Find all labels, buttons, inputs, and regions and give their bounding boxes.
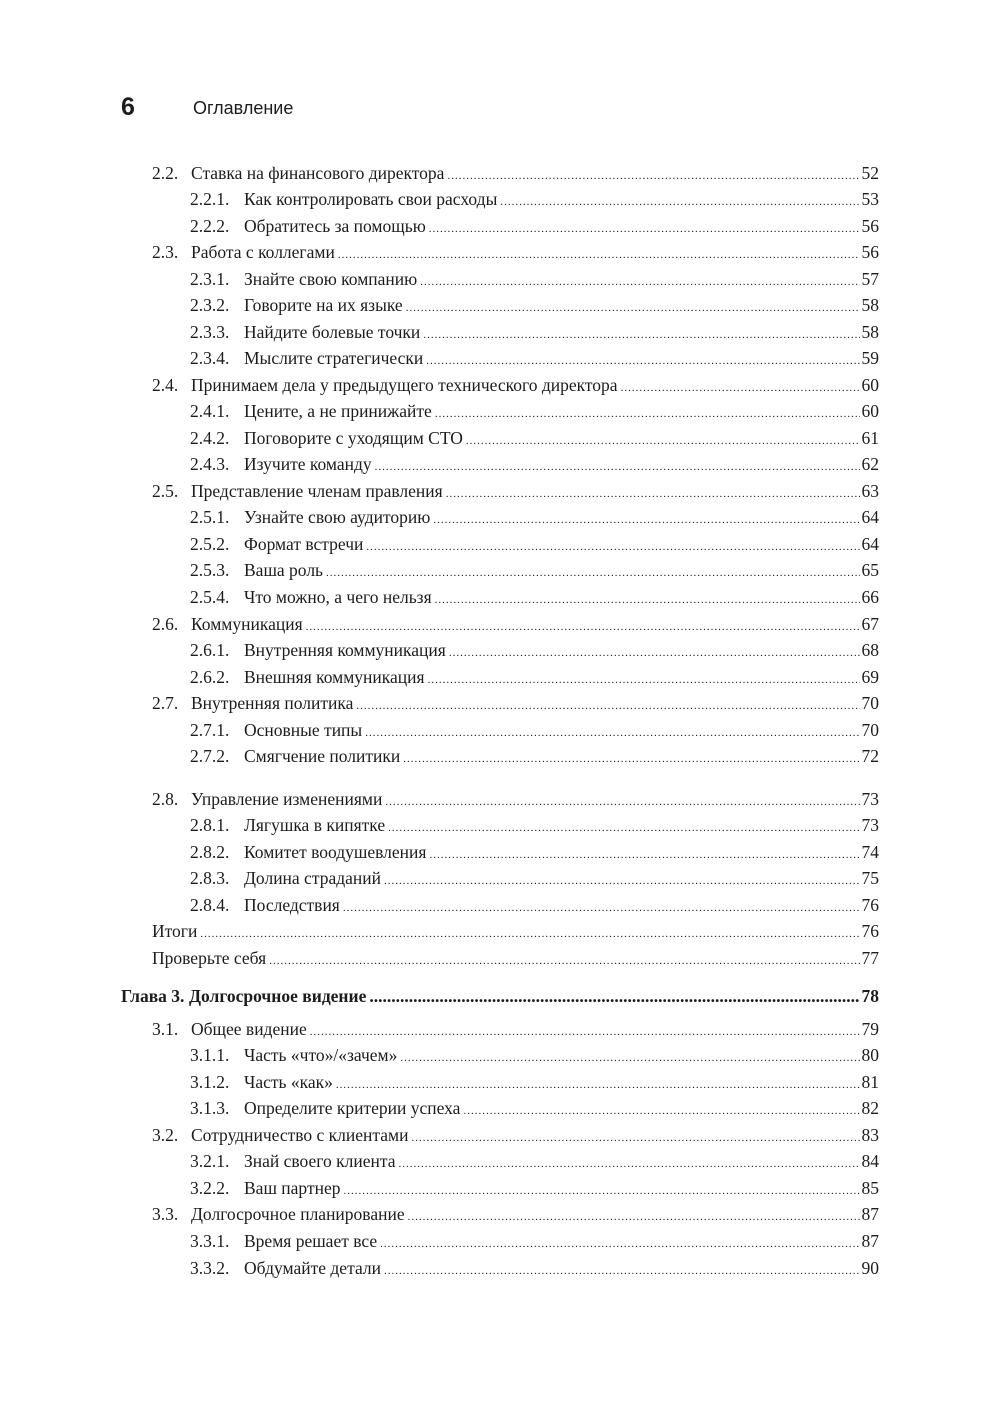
toc-entry-title: Цените, а не принижайте: [244, 401, 432, 421]
toc-entry-title: Обратитесь за помощью: [244, 216, 426, 236]
dot-leader: [435, 587, 860, 613]
toc-entry-title: Что можно, а чего нельзя: [244, 587, 432, 607]
toc-entry-title: Долгосрочное видение: [189, 986, 367, 1006]
toc-entry-title: Определите критерии успеха: [244, 1098, 461, 1118]
toc-entry-title: Внутренняя политика: [191, 693, 354, 713]
toc-entry-page: 73: [861, 815, 879, 835]
toc-entry-page: 87: [861, 1204, 879, 1224]
toc-entry: [190, 1255, 879, 1281]
toc-entry-number: 2.6.2.: [190, 667, 230, 687]
dot-leader: [326, 560, 859, 586]
toc-chapter-entry: [121, 983, 879, 1009]
dot-leader: [449, 640, 860, 666]
toc-entry-number: 2.5.2.: [190, 534, 230, 554]
toc-entry-number: 3.1.3.: [190, 1098, 230, 1118]
toc-entry-page: 63: [861, 481, 879, 501]
toc-entry-page: 67: [861, 614, 879, 634]
toc-entry-number: 2.7.2.: [190, 746, 230, 766]
toc-entry-page: 72: [861, 746, 879, 766]
toc-entry-title: Ваша роль: [244, 560, 324, 580]
toc-entry-title: Принимаем дела у предыдущего технического директора: [191, 375, 618, 395]
toc-entry-page: 85: [861, 1178, 879, 1198]
dot-leader: [380, 1231, 859, 1257]
dot-leader: [338, 242, 860, 268]
toc-entry-number: 2.2.1.: [190, 189, 230, 209]
toc-entry: [190, 664, 879, 690]
toc-entry-title: Долгосрочное планирование: [191, 1204, 405, 1224]
toc-entry-page: 73: [861, 789, 879, 809]
toc-entry-title: Лягушка в кипятке: [244, 815, 386, 835]
toc-entry-page: 53: [861, 189, 879, 209]
toc-entry-number: 2.8.2.: [190, 842, 230, 862]
toc-entry: [190, 345, 879, 371]
dot-leader: [435, 401, 860, 427]
toc-entry: [190, 1069, 879, 1095]
toc-entry: [190, 425, 879, 451]
toc-entry-title: Обдумайте детали: [244, 1258, 381, 1278]
toc-entry-number: 3.2.2.: [190, 1178, 230, 1198]
toc-entry-title: Мыслите стратегически: [244, 348, 424, 368]
toc-entry: [190, 584, 879, 610]
toc-entry: [190, 557, 879, 583]
toc-entry: [190, 451, 879, 477]
toc-entry-page: 90: [861, 1258, 879, 1278]
toc-entry-page: 87: [861, 1231, 879, 1251]
dot-leader: [375, 454, 860, 480]
toc-entry: [152, 611, 879, 637]
dot-leader: [399, 1151, 860, 1177]
toc-entry-title: Время решает все: [244, 1231, 378, 1251]
toc-entry-title: Проверьте себя: [152, 948, 267, 968]
toc-entry-title: Внутренняя коммуникация: [244, 640, 446, 660]
dot-leader: [269, 948, 859, 974]
toc-entry: [190, 892, 879, 918]
toc-entry: [152, 945, 879, 971]
toc-entry-title: Комитет воодушевления: [244, 842, 427, 862]
toc-entry-number: 2.6.: [152, 614, 179, 634]
toc-entry-title: Последствия: [244, 895, 340, 915]
toc-entry-title: Коммуникация: [191, 614, 303, 634]
toc-entry-title: Изучите команду: [244, 454, 372, 474]
toc-entry-page: 60: [861, 401, 879, 421]
toc-entry-number: 3.1.1.: [190, 1045, 230, 1065]
toc-entry-page: 59: [861, 348, 879, 368]
toc-entry-title: Итоги: [152, 921, 198, 941]
toc-entry-page: 84: [861, 1151, 879, 1171]
toc-entry-page: 64: [861, 507, 879, 527]
toc-entry: [190, 266, 879, 292]
toc-entry-title: Ставка на финансового директора: [191, 163, 445, 183]
toc-entry-title: Знайте свою компанию: [244, 269, 418, 289]
toc-entry-number: 2.4.1.: [190, 401, 230, 421]
dot-leader: [408, 1204, 860, 1230]
toc-entry-title: Найдите болевые точки: [244, 322, 421, 342]
toc-entry: [190, 1228, 879, 1254]
dot-leader: [463, 1098, 859, 1124]
toc-entry-page: 62: [861, 454, 879, 474]
toc-entry: [152, 372, 879, 398]
toc-entry-number: 2.3.2.: [190, 295, 230, 315]
toc-entry: [152, 1122, 879, 1148]
toc-entry-number: 3.1.: [152, 1019, 179, 1039]
toc-entry: [152, 1016, 879, 1042]
toc-entry: [152, 239, 879, 265]
toc-entry: [152, 1201, 879, 1227]
toc-entry-page: 61: [861, 428, 879, 448]
dot-leader: [426, 348, 859, 374]
toc-entry-title: Поговорите с уходящим СТО: [244, 428, 463, 448]
toc-entry: [190, 292, 879, 318]
toc-entry: [190, 398, 879, 424]
toc-entry-page: 52: [861, 163, 879, 183]
toc-entry-title: Часть «как»: [244, 1072, 333, 1092]
toc-entry-page: 69: [861, 667, 879, 687]
toc-entry: [190, 1095, 879, 1121]
toc-entry-page: 80: [861, 1045, 879, 1065]
toc-entry: [190, 1175, 879, 1201]
toc-entry-page: 58: [861, 322, 879, 342]
dot-leader: [388, 815, 859, 841]
toc-entry-number: 2.3.4.: [190, 348, 230, 368]
toc-entry: [190, 504, 879, 530]
dot-leader: [433, 507, 859, 533]
toc-entry-page: 81: [861, 1072, 879, 1092]
toc-entry-number: 2.7.1.: [190, 720, 230, 740]
toc-entry-number: 2.7.: [152, 693, 179, 713]
toc-entry-number: 3.3.2.: [190, 1258, 230, 1278]
toc-entry-number: 2.5.3.: [190, 560, 230, 580]
toc-entry-page: 79: [861, 1019, 879, 1039]
dot-leader: [384, 1258, 860, 1284]
dot-leader: [200, 921, 859, 947]
toc-entry-title: Сотрудничество с клиентами: [191, 1125, 409, 1145]
toc-entry-title: Как контролировать свои расходы: [244, 189, 498, 209]
toc-entry-number: 2.3.1.: [190, 269, 230, 289]
toc-entry-title: Формат встречи: [244, 534, 364, 554]
toc-entry-title: Представление членам правления: [191, 481, 443, 501]
toc-entry-page: 56: [861, 242, 879, 262]
toc-entry-number: Глава 3.: [121, 986, 185, 1006]
dot-leader: [369, 983, 859, 1009]
toc-entry-number: 2.8.4.: [190, 895, 230, 915]
toc-entry: [190, 213, 879, 239]
toc-entry-page: 77: [861, 948, 879, 968]
toc-entry-number: 2.5.: [152, 481, 179, 501]
toc-entry: [190, 812, 879, 838]
toc-entry-title: Долина страданий: [244, 868, 381, 888]
toc-entry: [190, 743, 879, 769]
dot-leader: [384, 868, 860, 894]
toc-entry-number: 2.6.1.: [190, 640, 230, 660]
toc-entry-number: 2.2.2.: [190, 216, 230, 236]
running-title: Оглавление: [193, 98, 294, 118]
toc-entry-number: 2.4.2.: [190, 428, 230, 448]
dot-leader: [403, 746, 859, 772]
toc-entry-title: Управление изменениями: [191, 789, 383, 809]
toc-entry: [190, 186, 879, 212]
toc-entry-title: Часть «что»/«зачем»: [244, 1045, 398, 1065]
page-number: 6: [121, 93, 135, 121]
dot-leader: [500, 189, 859, 215]
toc-entry: [152, 478, 879, 504]
toc-entry-page: 65: [861, 560, 879, 580]
toc-entry-number: 2.4.: [152, 375, 179, 395]
toc-entry-page: 82: [861, 1098, 879, 1118]
toc-entry: [190, 319, 879, 345]
toc-entry-number: 2.3.: [152, 242, 179, 262]
toc-entry-page: 70: [861, 693, 879, 713]
toc-entry-page: 60: [861, 375, 879, 395]
toc-entry: [190, 717, 879, 743]
toc-entry-page: 78: [861, 986, 879, 1006]
toc-entry: [190, 531, 879, 557]
toc-entry-number: 3.2.1.: [190, 1151, 230, 1171]
toc-entry: [190, 1042, 879, 1068]
dot-leader: [400, 1045, 859, 1071]
toc-entry-title: Знай своего клиента: [244, 1151, 396, 1171]
toc-entry-page: 64: [861, 534, 879, 554]
toc-entry: [190, 1148, 879, 1174]
toc-entry-number: 3.3.: [152, 1204, 179, 1224]
toc-entry-number: 3.3.1.: [190, 1231, 230, 1251]
toc-entry-page: 68: [861, 640, 879, 660]
toc-entry: [152, 786, 879, 812]
toc-entry-number: 2.8.3.: [190, 868, 230, 888]
toc-entry-number: 2.2.: [152, 163, 179, 183]
toc-entry-number: 2.4.3.: [190, 454, 230, 474]
toc-entry-number: 3.1.2.: [190, 1072, 230, 1092]
toc-entry-title: Общее видение: [191, 1019, 307, 1039]
toc-entry-number: 2.3.3.: [190, 322, 230, 342]
toc-entry-page: 57: [861, 269, 879, 289]
toc-entry-page: 75: [861, 868, 879, 888]
toc-entry-title: Говорите на их языке: [244, 295, 403, 315]
toc-entry: [190, 637, 879, 663]
toc-entry-title: Внешняя коммуникация: [244, 667, 425, 687]
toc-entry-page: 66: [861, 587, 879, 607]
dot-leader: [406, 295, 860, 321]
toc-entry-page: 76: [861, 921, 879, 941]
toc-entry-page: 56: [861, 216, 879, 236]
toc-entry: [190, 839, 879, 865]
toc-entry-number: 2.8.1.: [190, 815, 230, 835]
toc-entry-title: Работа с коллегами: [191, 242, 335, 262]
toc-entry-number: 2.5.1.: [190, 507, 230, 527]
toc-entry-page: 58: [861, 295, 879, 315]
toc-entry-page: 76: [861, 895, 879, 915]
toc-entry-page: 83: [861, 1125, 879, 1145]
toc-entry-number: 2.5.4.: [190, 587, 230, 607]
toc-entry-number: 2.8.: [152, 789, 179, 809]
toc-entry-title: Ваш партнер: [244, 1178, 341, 1198]
toc-entry: [190, 865, 879, 891]
toc-entry: [152, 690, 879, 716]
toc-entry-title: Основные типы: [244, 720, 363, 740]
dot-leader: [356, 693, 859, 719]
toc-entry-page: 74: [861, 842, 879, 862]
toc-entry: [152, 918, 879, 944]
toc-entry-number: 3.2.: [152, 1125, 179, 1145]
toc-entry: [152, 160, 879, 186]
toc-entry-title: Смягчение политики: [244, 746, 401, 766]
toc-entry-title: Узнайте свою аудиторию: [244, 507, 431, 527]
toc-entry-page: 70: [861, 720, 879, 740]
